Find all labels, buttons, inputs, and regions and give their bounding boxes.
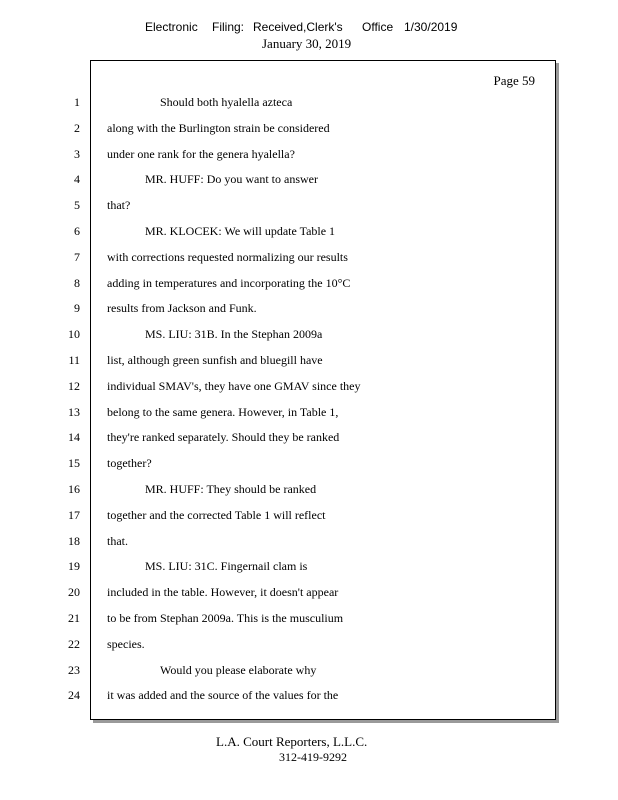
transcript-line: adding in temperatures and incorporating the 10°C <box>107 276 351 290</box>
line-number: 8 <box>74 276 80 290</box>
transcript-line: MS. LIU: 31C. Fingernail clam is <box>145 559 308 573</box>
transcript-line: list, although green sunfish and bluegill have <box>107 353 323 367</box>
transcript-line: MR. HUFF: Do you want to answer <box>145 172 318 186</box>
transcript-line: belong to the same genera. However, in Table 1, <box>107 405 339 419</box>
line-number: 3 <box>74 147 80 161</box>
line-number: 19 <box>68 559 80 573</box>
line-number: 4 <box>74 172 80 186</box>
filing-date: January 30, 2019 <box>262 36 352 51</box>
footer-phone: 312-419-9292 <box>279 750 347 764</box>
page-number: Page 59 <box>493 73 535 88</box>
line-number: 22 <box>68 637 80 651</box>
filing-stamp-electronic: Electronic <box>145 20 198 34</box>
transcript-line: Should both hyalella azteca <box>160 95 293 109</box>
transcript-line: Would you please elaborate why <box>160 663 317 677</box>
transcript-line: that. <box>107 534 128 548</box>
filing-stamp-received: Received,Clerk's <box>253 20 343 34</box>
transcript-line: with corrections requested normalizing our results <box>107 250 348 264</box>
line-number: 16 <box>68 482 80 496</box>
filing-stamp-date: 1/30/2019 <box>404 20 458 34</box>
transcript-line: they're ranked separately. Should they be ranked <box>107 430 340 444</box>
footer-company: L.A. Court Reporters, L.L.C. <box>216 734 368 749</box>
line-number: 10 <box>68 327 80 341</box>
transcript-line: along with the Burlington strain be considered <box>107 121 330 135</box>
line-number: 17 <box>68 508 80 522</box>
line-number: 24 <box>68 688 80 702</box>
transcript-line: MR. HUFF: They should be ranked <box>145 482 317 496</box>
line-number: 12 <box>68 379 80 393</box>
transcript-line: under one rank for the genera hyalella? <box>107 147 295 161</box>
line-number: 13 <box>68 405 80 419</box>
transcript-line: results from Jackson and Funk. <box>107 301 257 315</box>
line-number: 7 <box>74 250 80 264</box>
transcript-line: together and the corrected Table 1 will reflect <box>107 508 326 522</box>
line-number: 15 <box>68 456 80 470</box>
transcript-line: MR. KLOCEK: We will update Table 1 <box>145 224 336 238</box>
transcript-line: individual SMAV's, they have one GMAV since they <box>107 379 361 393</box>
line-number: 20 <box>68 585 80 599</box>
transcript-line: MS. LIU: 31B. In the Stephan 2009a <box>145 327 323 341</box>
line-number: 9 <box>74 301 80 315</box>
transcript-line: species. <box>107 637 145 651</box>
line-number: 6 <box>74 224 80 238</box>
transcript-line: included in the table. However, it doesn't appear <box>107 585 339 599</box>
transcript-line: together? <box>107 456 152 470</box>
line-number: 5 <box>74 198 80 212</box>
line-number: 2 <box>74 121 80 135</box>
line-number: 1 <box>74 95 80 109</box>
filing-stamp-filing: Filing: <box>212 20 245 34</box>
line-number: 18 <box>68 534 80 548</box>
line-number: 23 <box>68 663 80 677</box>
line-number: 21 <box>68 611 80 625</box>
transcript-line: that? <box>107 198 131 212</box>
line-number: 11 <box>68 353 80 367</box>
transcript-line: it was added and the source of the values for the <box>107 688 339 702</box>
filing-stamp-office: Office <box>362 20 394 34</box>
line-number: 14 <box>68 430 80 444</box>
transcript-line: to be from Stephan 2009a. This is the musculium <box>107 611 344 625</box>
